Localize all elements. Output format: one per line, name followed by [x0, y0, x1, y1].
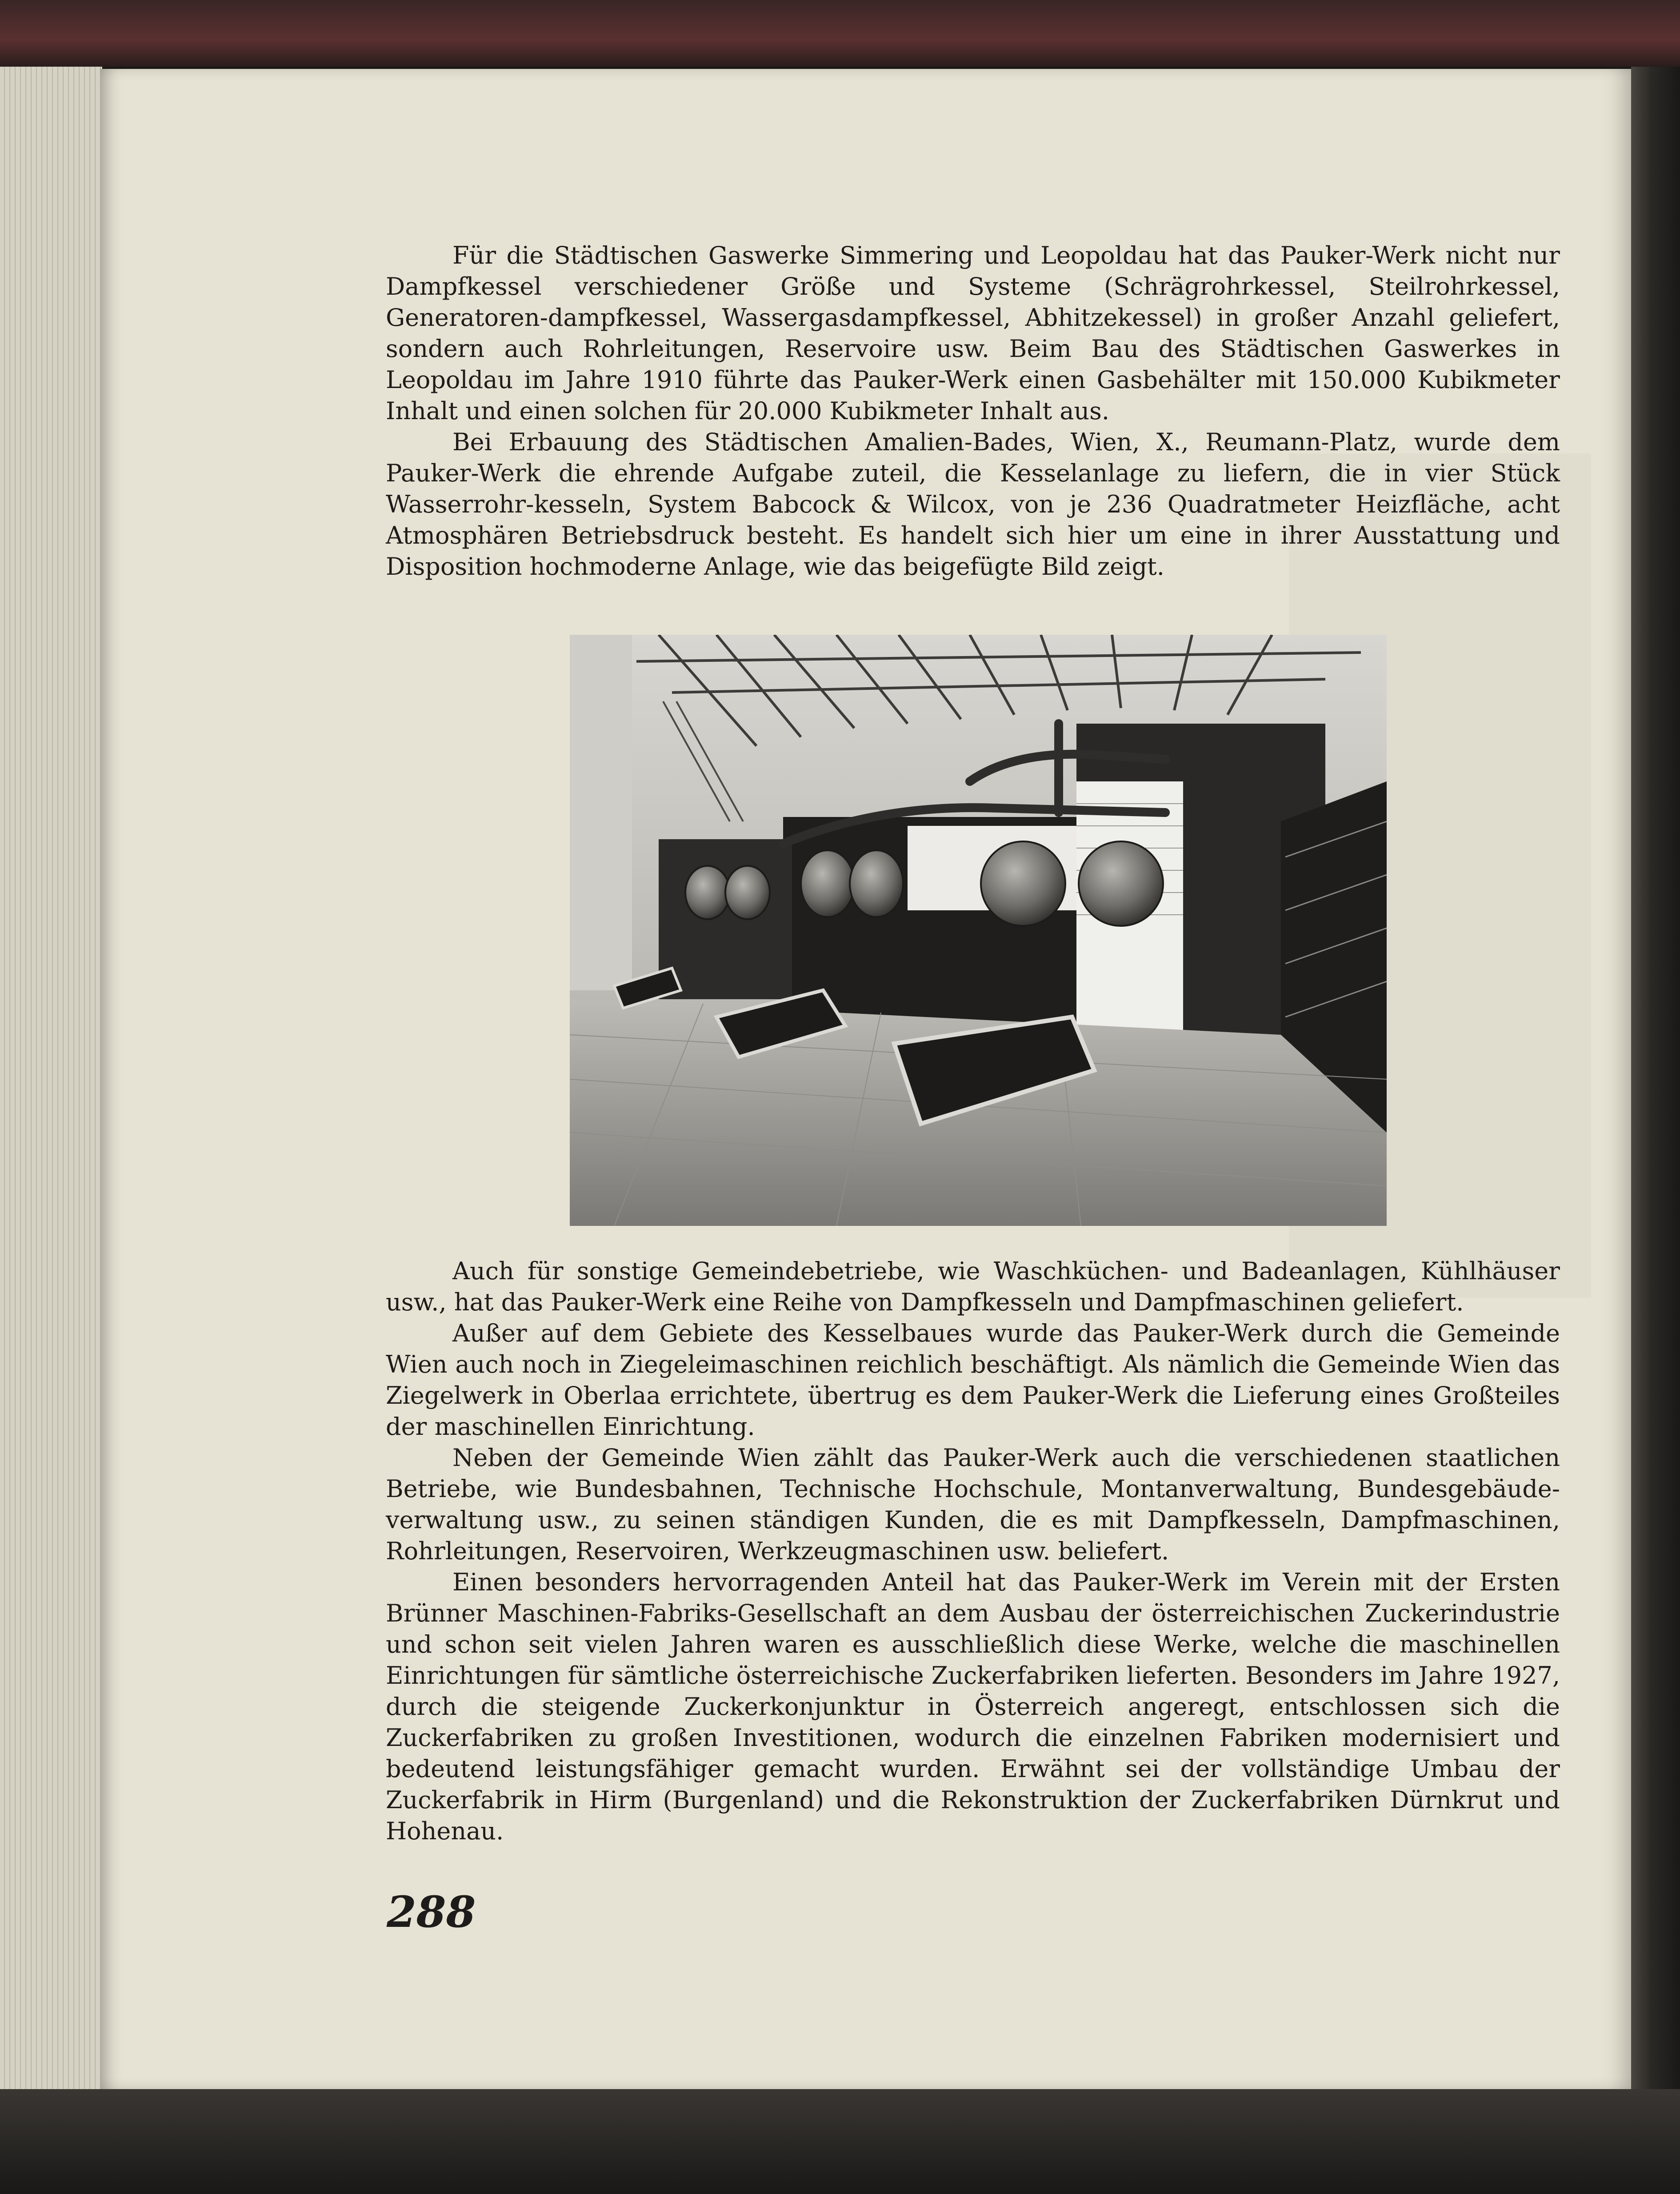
page-stack-edges: [0, 67, 102, 2094]
paragraph-gaswerke: Für die Städtischen Gaswerke Simmering und Leopoldau hat das Pauker-Werk nicht nur Dampfkessel verschiedener Größe und Systeme (Schrägrohrkessel, Steilrohrkessel, Generatoren-dampfkessel, Wassergasdampfkessel, Abhitzekessel) in großer Anzahl geliefert, sondern auch Rohrleitungen, Reservoire usw. Beim Bau des Städtischen Gaswerkes in Leopoldau im Jahre 1910 führte das Pauker-Werk einen Gasbehälter mit 150.000 Kubikmeter Inhalt und einen solchen für 20.000 Kubikmeter Inhalt aus.: [386, 241, 1560, 425]
paragraph-gemeindebetriebe: Auch für sonstige Gemeindebetriebe, wie Waschküchen- und Badeanlagen, Kühlhäuser usw., hat das Pauker-Werk eine Reihe von Dampfkesseln und Dampfmaschinen geliefert.: [386, 1257, 1560, 1316]
paragraph-zuckerindustrie: Einen besonders hervorragenden Anteil hat das Pauker-Werk im Verein mit der Ersten Brünner Maschinen-Fabriks-Gesellschaft an dem Ausbau der österreichischen Zuckerindustrie und schon seit vielen Jahren waren es ausschließlich diese Werke, welche die maschinellen Einrichtungen für sämtliche österreichische Zuckerfabriken lieferten. Besonders im Jahre 1927, durch die steigende Zuckerkonjunktur in Österreich angeregt, entschlossen sich die Zuckerfabriken zu großen Investitionen, wodurch die einzelnen Fabriken modernisiert und bedeutend leistungsfähiger gemacht wurden. Erwähnt sei der vollständige Umbau der Zuckerfabrik in Hirm (Burgenland) und die Rekonstruktion der Zuckerfabriken Dürnkrut und Hohenau.: [386, 1568, 1560, 1845]
binding-shadow: [1631, 67, 1680, 2194]
paragraph-amalien-bad: Bei Erbauung des Städtischen Amalien-Bades, Wien, X., Reumann-Platz, wurde dem Pauker-Werk die ehrende Aufgabe zuteil, die Kesselanlage zu liefern, die in vier Stück Wasserrohr-kesseln, System Babcock & Wilcox, von je 236 Quadratmeter Heizfläche, acht Atmosphären Betriebsdruck besteht. Es handelt sich hier um eine in ihrer Ausstattung und Disposition hochmoderne Anlage, wie das beigefügte Bild zeigt.: [386, 428, 1560, 581]
book-cover-edge: [0, 0, 1680, 67]
bottom-shadow: [0, 2089, 1680, 2194]
page-number: 288: [387, 1887, 476, 1937]
paragraph-staatliche-betriebe: Neben der Gemeinde Wien zählt das Pauker-Werk auch die verschiedenen staatlichen Betriebe, wie Bundesbahnen, Technische Hochschule, Montanverwaltung, Bundesgebäude-verwaltung usw., zu seinen ständigen Kunden, die es mit Dampfkesseln, Dampfmaschinen, Rohrleitungen, Reservoiren, Werkzeugmaschinen usw. beliefert.: [386, 1444, 1560, 1565]
paragraph-ziegelwerk: Außer auf dem Gebiete des Kesselbaues wurde das Pauker-Werk durch die Gemeinde Wien auch noch in Ziegeleimaschinen reichlich beschäftigt. Als nämlich die Gemeinde Wien das Ziegelwerk in Oberlaa errichtete, übertrug es dem Pauker-Werk die Lieferung eines Großteiles der maschinellen Einrichtung.: [386, 1319, 1560, 1441]
boiler-room-photo: [570, 635, 1387, 1226]
